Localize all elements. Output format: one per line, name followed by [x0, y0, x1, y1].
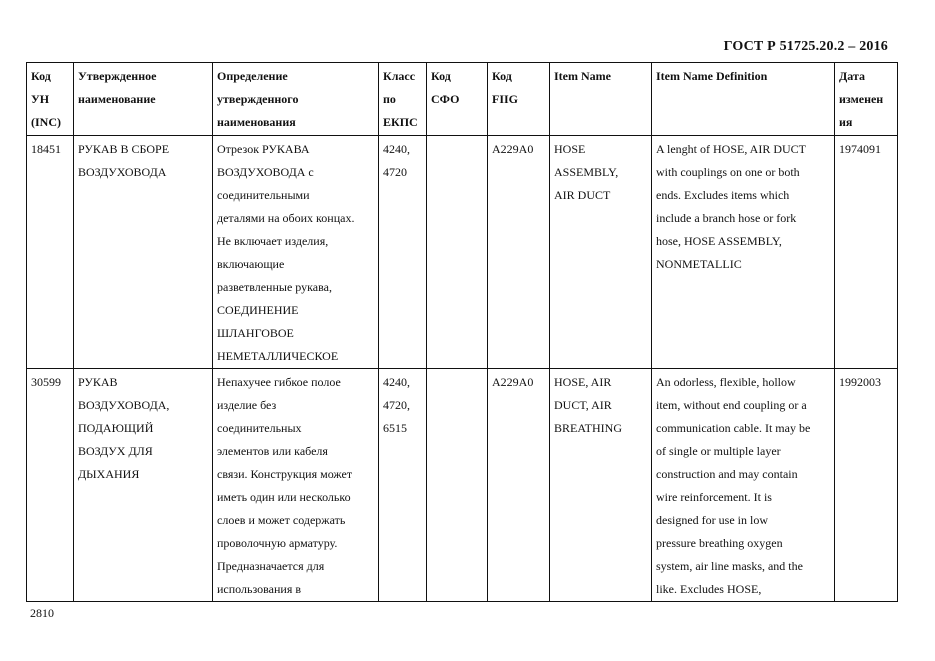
cell-change-date: 1992003	[835, 369, 898, 602]
document-code-header: ГОСТ Р 51725.20.2 – 2016	[723, 39, 888, 54]
cell-inc-code: 30599	[27, 369, 74, 602]
header-ekps-class: Класс по ЕКПС	[379, 63, 427, 136]
cell-fiig-code: A229A0	[488, 369, 550, 602]
header-item-name: Item Name	[550, 63, 652, 136]
header-name-definition: Определение утвержденного наименования	[213, 63, 379, 136]
cell-name-definition: Непахучее гибкое полое изделие без соединительных элементов или кабеля связи. Конструкция может иметь один или несколько слоев и может содержать проволочную арматуру. Предназначается для использования в	[213, 369, 379, 602]
cell-sfo-code	[427, 369, 488, 602]
cell-item-name: HOSE, AIR DUCT, AIR BREATHING	[550, 369, 652, 602]
cell-item-name-definition: A lenght of HOSE, AIR DUCT with couplings on one or both ends. Excludes items which include a branch hose or fork hose, HOSE ASSEMBLY, NONMETALLIC	[652, 136, 835, 369]
table-row	[27, 369, 898, 602]
table-header-row	[27, 63, 898, 136]
cell-sfo-code	[427, 136, 488, 369]
cell-inc-code: 18451	[27, 136, 74, 369]
header-inc-code: Код УН (INC)	[27, 63, 74, 136]
cell-ekps-class: 4240, 4720, 6515	[379, 369, 427, 602]
cell-fiig-code: A229A0	[488, 136, 550, 369]
cell-change-date: 1974091	[835, 136, 898, 369]
cell-name-definition: Отрезок РУКАВА ВОЗДУХОВОДА с соединительными деталями на обоих концах. Не включает изделия, включающие разветвленные рукава, СОЕДИНЕНИЕ ШЛАНГОВОЕ НЕМЕТАЛЛИЧЕСКОЕ	[213, 136, 379, 369]
header-fiig-code: Код FIIG	[488, 63, 550, 136]
classification-table	[26, 62, 898, 602]
page-number: 2810	[30, 606, 54, 620]
cell-approved-name: РУКАВ ВОЗДУХОВОДА, ПОДАЮЩИЙ ВОЗДУХ ДЛЯ ДЫХАНИЯ	[74, 369, 213, 602]
cell-item-name-definition: An odorless, flexible, hollow item, without end coupling or a communication cable. It may be of single or multiple layer construction and may contain wire reinforcement. It is designed for use in low pressure breathing oxygen system, air line masks, and the like. Excludes HOSE,	[652, 369, 835, 602]
header-approved-name: Утвержденное наименование	[74, 63, 213, 136]
cell-approved-name: РУКАВ В СБОРЕ ВОЗДУХОВОДА	[74, 136, 213, 369]
header-sfo-code: Код СФО	[427, 63, 488, 136]
header-change-date: Дата изменен ия	[835, 63, 898, 136]
cell-ekps-class: 4240, 4720	[379, 136, 427, 369]
table-row	[27, 136, 898, 369]
header-item-name-definition: Item Name Definition	[652, 63, 835, 136]
cell-item-name: HOSE ASSEMBLY, AIR DUCT	[550, 136, 652, 369]
